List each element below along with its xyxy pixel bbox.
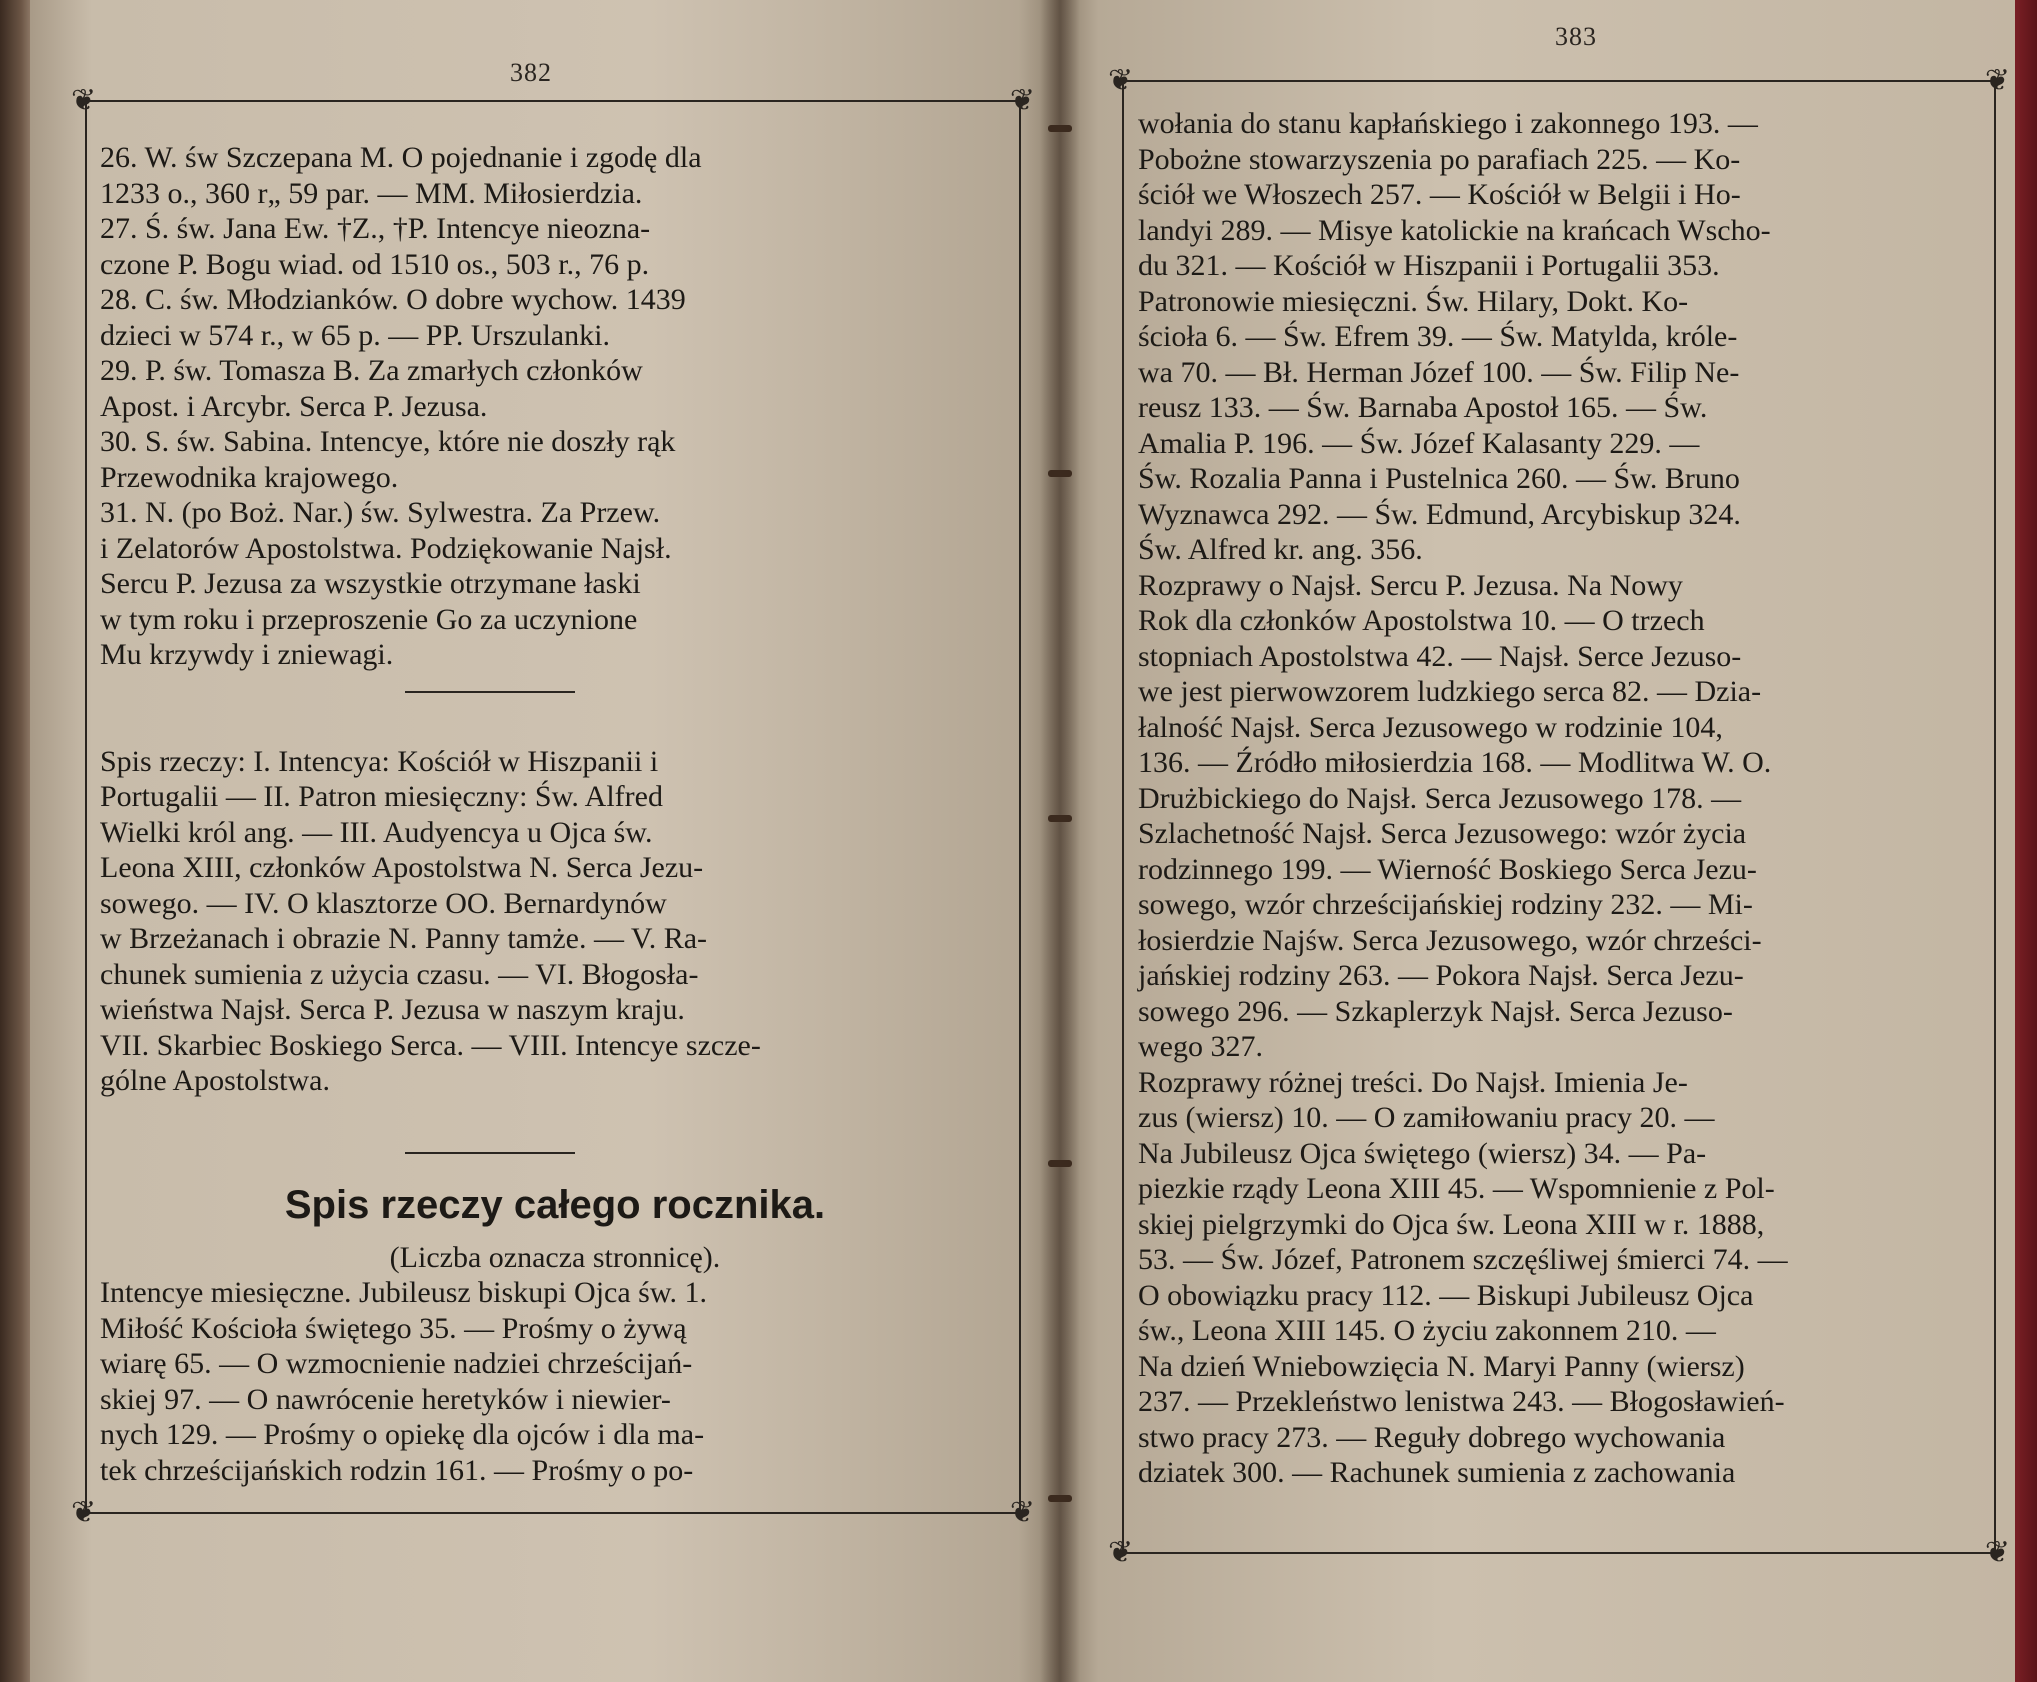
- text-line: 31. N. (po Boż. Nar.) św. Sylwestra. Za Przew.: [100, 496, 661, 529]
- corner-ornament-icon: ❦: [71, 84, 97, 117]
- page-number: 383: [1555, 22, 1597, 51]
- text-line: tek chrześcijańskich rodzin 161. — Prośmy o po-: [100, 1453, 694, 1487]
- text-line: Rozprawy różnej treści. Do Najsł. Imienia Je-: [1138, 1065, 1688, 1099]
- text-line: 136. — Źródło miłosierdzia 168. — Modlitwa W. O.: [1138, 746, 1772, 779]
- text-line: sowego 296. — Szkaplerzyk Najsł. Serca Jezuso-: [1138, 994, 1733, 1028]
- text-line: Na Jubileusz Ojca świętego (wiersz) 34. — Pa-: [1138, 1136, 1707, 1170]
- text-line: we jest pierwowzorem ludzkiego serca 82. — Dzia-: [1138, 675, 1762, 708]
- text-line: 26. W. św Szczepana M. O pojednanie i zgodę dla: [100, 141, 702, 174]
- text-line: VII. Skarbiec Boskiego Serca. — VIII. Intencye szcze-: [100, 1028, 761, 1062]
- book-spine-gutter: [1040, 0, 1080, 1682]
- corner-ornament-icon: ❦: [1984, 1536, 2010, 1569]
- left-page-text: [100, 140, 1010, 1488]
- text-line: 27. Ś. św. Jana Ew. †Z., †P. Intencye nieozna-: [100, 212, 651, 245]
- text-line: Szlachetność Najsł. Serca Jezusowego: wzór życia: [1138, 817, 1747, 850]
- left-page: [30, 0, 1060, 1682]
- text-line: ścioła 6. — Św. Efrem 39. — Św. Matylda, króle-: [1138, 320, 1738, 353]
- text-line: 1233 o., 360 r„ 59 par. — MM. Miłosierdzia.: [100, 176, 643, 210]
- text-line: Przewodnika krajowego.: [100, 460, 399, 494]
- page-number: 382: [510, 58, 552, 87]
- text-line: sowego. — IV. O klasztorze OO. Bernardynów: [100, 886, 667, 920]
- text-line: reusz 133. — Św. Barnaba Apostoł 165. — Św.: [1138, 391, 1708, 424]
- text-line: stwo pracy 273. — Reguły dobrego wychowania: [1138, 1420, 1726, 1454]
- text-line: dziatek 300. — Rachunek sumienia z zachowania: [1138, 1456, 1736, 1489]
- text-line: Mu krzywdy i zniewagi.: [100, 638, 394, 671]
- text-line: rodzinnego 199. — Wierność Boskiego Serca Jezu-: [1138, 852, 1757, 886]
- text-line: św., Leona XIII 145. O życiu zakonnem 210. —: [1138, 1314, 1716, 1347]
- text-line: Rok dla członków Apostolstwa 10. — O trzech: [1138, 604, 1705, 637]
- text-line: Św. Alfred kr. ang. 356.: [1138, 533, 1423, 566]
- text-line: chunek sumienia z użycia czasu. — VI. Błogosła-: [100, 957, 699, 991]
- corner-ornament-icon: ❦: [1108, 64, 1134, 97]
- binding-stitch: [1048, 1160, 1072, 1167]
- text-line: stopniach Apostolstwa 42. — Najsł. Serce Jezuso-: [1138, 639, 1742, 673]
- text-line: Na dzień Wniebowzięcia N. Maryi Panny (wiersz): [1138, 1349, 1745, 1383]
- text-line: wołania do stanu kapłańskiego i zakonnego 193. —: [1138, 107, 1758, 140]
- text-line: ściół we Włoszech 257. — Kościół w Belgii i Ho-: [1138, 178, 1741, 211]
- text-line: 29. P. św. Tomasza B. Za zmarłych członków: [100, 354, 643, 387]
- text-line: Rozprawy o Najsł. Sercu P. Jezusa. Na Nowy: [1138, 568, 1683, 602]
- text-line: gólne Apostolstwa.: [100, 1064, 330, 1097]
- text-line: jańskiej rodziny 263. — Pokora Najsł. Serca Jezu-: [1138, 959, 1744, 992]
- binding-stitch: [1048, 1495, 1072, 1502]
- binding-stitch: [1048, 125, 1072, 132]
- text-line: Św. Rozalia Panna i Pustelnica 260. — Św. Bruno: [1138, 462, 1740, 495]
- book-cover-left-edge: [0, 0, 30, 1682]
- text-line: Drużbickiego do Najsł. Serca Jezusowego 178. —: [1138, 781, 1742, 815]
- section-subheading: (Liczba oznacza stronnicę).: [389, 1240, 721, 1274]
- right-page-text: [1138, 106, 1988, 1491]
- text-line: skiej 97. — O nawrócenie heretyków i niewier-: [100, 1382, 671, 1416]
- index-entries: [1138, 106, 1988, 1491]
- text-line: Apost. i Arcybr. Serca P. Jezusa.: [100, 389, 488, 423]
- corner-ornament-icon: ❦: [1108, 1536, 1134, 1569]
- right-page: [1060, 0, 2015, 1682]
- text-line: skiej pielgrzymki do Ojca św. Leona XIII w r. 1888,: [1138, 1207, 1765, 1241]
- text-line: 28. C. św. Młodzianków. O dobre wychow. 1439: [100, 283, 686, 316]
- text-line: O obowiązku pracy 112. — Biskupi Jubileusz Ojca: [1138, 1278, 1754, 1312]
- text-line: Patronowie miesięczni. Św. Hilary, Dokt. Ko-: [1138, 284, 1689, 318]
- text-line: w Brzeżanach i obrazie N. Panny tamże. — V. Ra-: [100, 922, 708, 955]
- text-line: Wyznawca 292. — Św. Edmund, Arcybiskup 324.: [1138, 497, 1741, 531]
- corner-ornament-icon: ❦: [71, 1496, 97, 1529]
- index-entries: [100, 1275, 1010, 1488]
- text-line: Wielki król ang. — III. Audyencya u Ojca św.: [100, 815, 653, 849]
- text-line: wa 70. — Bł. Herman Józef 100. — Św. Filip Ne-: [1138, 355, 1740, 389]
- text-line: wiarę 65. — O wzmocnienie nadziei chrześcijań-: [100, 1347, 693, 1380]
- text-line: Spis rzeczy: I. Intencya: Kościół w Hiszpanii i: [100, 744, 659, 778]
- separator-rule: [100, 673, 1010, 709]
- text-line: 237. — Przekleństwo lenistwa 243. — Błogosławień-: [1138, 1385, 1785, 1418]
- text-line: 53. — Św. Józef, Patronem szczęśliwej śmierci 74. —: [1138, 1243, 1788, 1276]
- binding-stitch: [1048, 470, 1072, 477]
- text-line: Miłość Kościoła świętego 35. — Prośmy o żywą: [100, 1311, 687, 1345]
- text-line: wieństwa Najsł. Serca P. Jezusa w naszym kraju.: [100, 993, 685, 1026]
- text-line: Pobożne stowarzyszenia po parafiach 225. — Ko-: [1138, 142, 1741, 176]
- calendar-entries: [100, 140, 1010, 673]
- text-line: i Zelatorów Apostolstwa. Podziękowanie Najsł.: [100, 531, 672, 565]
- text-line: łalność Najsł. Serca Jezusowego w rodzinie 104,: [1138, 710, 1723, 744]
- text-line: nych 129. — Prośmy o opiekę dla ojców i dla ma-: [100, 1418, 705, 1451]
- corner-ornament-icon: ❦: [1009, 84, 1035, 117]
- text-line: du 321. — Kościół w Hiszpanii i Portugalii 353.: [1138, 249, 1720, 282]
- text-line: 30. S. św. Sabina. Intencye, które nie doszły rąk: [100, 425, 676, 458]
- text-line: w tym roku i przeproszenie Go za uczynione: [100, 602, 638, 636]
- text-line: piezkie rządy Leona XIII 45. — Wspomnienie z Pol-: [1138, 1172, 1775, 1205]
- corner-ornament-icon: ❦: [1984, 64, 2010, 97]
- text-line: Intencye miesięczne. Jubileusz biskupi Ojca św. 1.: [100, 1276, 708, 1309]
- section-heading: Spis rzeczy całego rocznika.: [284, 1182, 826, 1227]
- binding-stitch: [1048, 815, 1072, 822]
- contents-summary: [100, 744, 1010, 1099]
- corner-ornament-icon: ❦: [1009, 1496, 1035, 1529]
- text-line: wego 327.: [1138, 1030, 1263, 1063]
- text-line: czone P. Bogu wiad. od 1510 os., 503 r., 76 p.: [100, 247, 650, 281]
- text-line: zus (wiersz) 10. — O zamiłowaniu pracy 20. —: [1138, 1101, 1715, 1134]
- text-line: dzieci w 574 r., w 65 p. — PP. Urszulanki.: [100, 318, 610, 352]
- text-line: łosierdzie Najśw. Serca Jezusowego, wzór chrześci-: [1138, 923, 1762, 957]
- book-cover-right-edge: [2015, 0, 2037, 1682]
- text-line: landyi 289. — Misye katolickie na krańcach Wscho-: [1138, 213, 1771, 247]
- text-line: Amalia P. 196. — Św. Józef Kalasanty 229. —: [1138, 426, 1700, 460]
- separator-rule: [100, 1134, 1010, 1170]
- text-line: sowego, wzór chrześcijańskiej rodziny 232. — Mi-: [1138, 888, 1753, 921]
- text-line: Leona XIII, członków Apostolstwa N. Serca Jezu-: [100, 851, 704, 884]
- text-line: Portugalii — II. Patron miesięczny: Św. Alfred: [100, 780, 663, 813]
- text-line: Sercu P. Jezusa za wszystkie otrzymane łaski: [100, 567, 641, 600]
